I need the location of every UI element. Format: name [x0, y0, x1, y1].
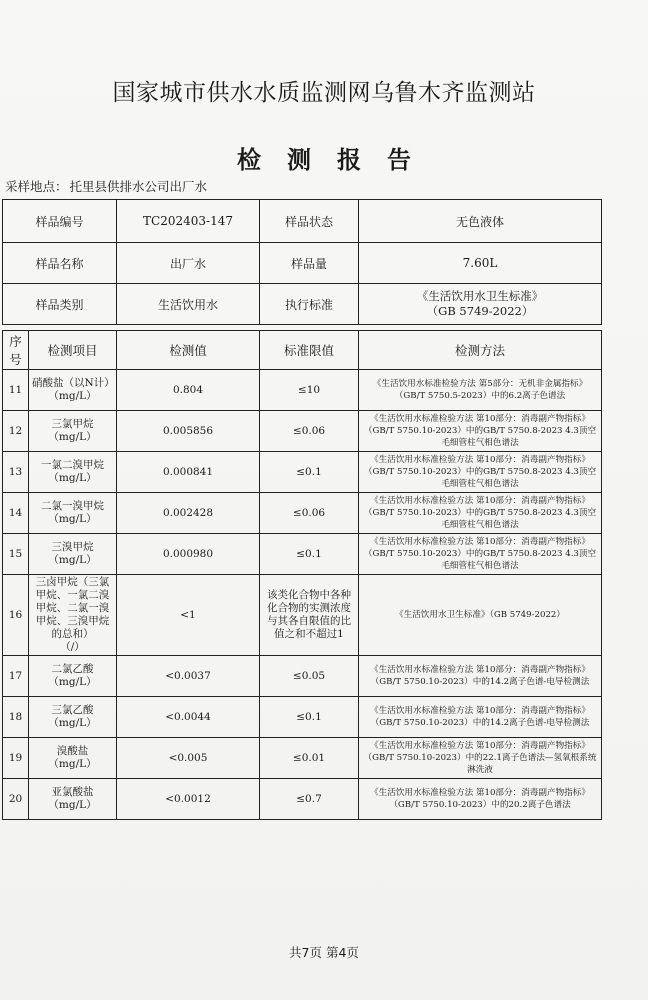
info-row: [3, 200, 602, 243]
row-value: 0.002428: [117, 493, 260, 534]
row-item: [29, 779, 117, 820]
row-limit: ≤0.06: [260, 411, 359, 452]
sample-info-table: [2, 199, 602, 325]
row-item: [29, 411, 117, 452]
item-name: 二氯一溴甲烷: [41, 500, 104, 512]
item-name: 三氯甲烷: [51, 418, 94, 430]
item-name: 亚氯酸盐: [51, 786, 94, 798]
sample-type-label: 样品类别: [3, 284, 117, 325]
item-name: 三卤甲烷（三氯甲烷、一氯二溴甲烷、二氯一溴甲烷、三溴甲烷的总和）: [35, 576, 110, 640]
standard-value: [359, 284, 602, 325]
row-method: 《生活饮用水卫生标准》（GB 5749-2022）: [359, 575, 602, 656]
row-item: [29, 493, 117, 534]
row-item: [29, 370, 117, 411]
header-value: 检测值: [117, 331, 260, 370]
standard-code: （GB 5749-2022）: [426, 304, 534, 318]
sample-no-label: 样品编号: [3, 200, 117, 243]
row-seq: 12: [3, 411, 29, 452]
page-number: 共7页 第4页: [289, 945, 359, 960]
row-limit: ≤0.01: [260, 738, 359, 779]
table-row: [3, 493, 602, 534]
row-value: 0.000841: [117, 452, 260, 493]
item-name: 三溴甲烷: [51, 541, 94, 553]
table-row: [3, 452, 602, 493]
row-method: 《生活饮用水标准检验方法 第10部分：消毒副产物指标》（GB/T 5750.10-2023）中的GB/T 5750.8-2023 4.3顶空毛细管柱气相色谱法: [359, 493, 602, 534]
row-item: [29, 697, 117, 738]
row-seq: 16: [3, 575, 29, 656]
header-method: 检测方法: [359, 331, 602, 370]
item-name: 溴酸盐: [56, 745, 89, 757]
row-limit: ≤0.7: [260, 779, 359, 820]
table-row: [3, 575, 602, 656]
sample-no-value: TC202403-147: [117, 200, 260, 243]
row-value: <0.0044: [117, 697, 260, 738]
row-seq: 13: [3, 452, 29, 493]
standard-label: 执行标准: [260, 284, 359, 325]
row-value: <1: [117, 575, 260, 656]
row-limit: ≤0.1: [260, 534, 359, 575]
row-seq: 14: [3, 493, 29, 534]
table-row: [3, 411, 602, 452]
row-value: 0.005856: [117, 411, 260, 452]
row-item: [29, 656, 117, 697]
row-limit: ≤0.06: [260, 493, 359, 534]
row-method: 《生活饮用水标准检验方法 第10部分：消毒副产物指标》（GB/T 5750.10-2023）中的GB/T 5750.8-2023 4.3顶空毛细管柱气相色谱法: [359, 452, 602, 493]
row-seq: 19: [3, 738, 29, 779]
item-unit: （mg/L）: [48, 554, 97, 566]
info-row: [3, 243, 602, 284]
row-method: 《生活饮用水标准检验方法 第10部分：消毒副产物指标》（GB/T 5750.10-2023）中的20.2离子色谱法: [359, 779, 602, 820]
row-method: 《生活饮用水标准检验方法 第10部分：消毒副产物指标》（GB/T 5750.10-2023）中的14.2离子色谱-电导检测法: [359, 656, 602, 697]
sample-state-value: 无色液体: [359, 200, 602, 243]
table-row: [3, 370, 602, 411]
item-name: 二氯乙酸: [51, 663, 94, 675]
row-seq: 15: [3, 534, 29, 575]
item-name: 硝酸盐（以N计）: [32, 377, 115, 389]
row-method: 《生活饮用水标准检验方法 第10部分：消毒副产物指标》（GB/T 5750.10-2023）中的14.2离子色谱-电导检测法: [359, 697, 602, 738]
item-name: 一氯二溴甲烷: [41, 459, 104, 471]
results-header-row: [3, 331, 602, 370]
report-title: 检测报告: [237, 145, 437, 174]
row-value: 0.804: [117, 370, 260, 411]
row-item: [29, 575, 117, 656]
sampling-label: 采样地点：: [5, 179, 68, 194]
sampling-location: [3, 177, 207, 195]
org-title: 国家城市供水水质监测网乌鲁木齐监测站: [112, 80, 536, 106]
item-name: 三氯乙酸: [51, 704, 94, 716]
sample-name-value: 出厂水: [117, 243, 260, 284]
table-row: [3, 697, 602, 738]
row-seq: 11: [3, 370, 29, 411]
sample-state-label: 样品状态: [260, 200, 359, 243]
item-unit: （mg/L）: [48, 758, 97, 770]
row-limit: 该类化合物中各种化合物的实测浓度与其各自限值的比值之和不超过1: [260, 575, 359, 656]
info-row: [3, 284, 602, 325]
header-item: 检测项目: [29, 331, 117, 370]
row-limit: ≤0.1: [260, 452, 359, 493]
row-value: 0.000980: [117, 534, 260, 575]
item-unit: （mg/L）: [48, 513, 97, 525]
header-seq: 序号: [3, 331, 29, 370]
row-method: 《生活饮用水标准检验方法 第10部分：消毒副产物指标》（GB/T 5750.10-2023）中的22.1离子色谱法—氢氧根系统淋洗液: [359, 738, 602, 779]
row-method: 《生活饮用水标准检验方法 第5部分：无机非金属指标》（GB/T 5750.5-2023）中的6.2离子色谱法: [359, 370, 602, 411]
header-limit: 标准限值: [260, 331, 359, 370]
row-seq: 18: [3, 697, 29, 738]
row-limit: ≤0.1: [260, 697, 359, 738]
item-unit: （mg/L）: [48, 431, 97, 443]
item-unit: （mg/L）: [48, 676, 97, 688]
item-unit: （mg/L）: [48, 799, 97, 811]
row-value: <0.005: [117, 738, 260, 779]
item-unit: （mg/L）: [48, 390, 97, 402]
row-item: [29, 738, 117, 779]
item-unit: （/）: [60, 641, 85, 653]
row-value: <0.0012: [117, 779, 260, 820]
item-unit: （mg/L）: [48, 472, 97, 484]
row-value: <0.0037: [117, 656, 260, 697]
table-row: [3, 738, 602, 779]
table-row: [3, 534, 602, 575]
sample-name-label: 样品名称: [3, 243, 117, 284]
standard-name: 《生活饮用水卫生标准》: [416, 289, 544, 303]
row-seq: 20: [3, 779, 29, 820]
row-item: [29, 452, 117, 493]
sample-amount-value: 7.60L: [359, 243, 602, 284]
row-limit: ≤0.05: [260, 656, 359, 697]
item-unit: （mg/L）: [48, 717, 97, 729]
row-limit: ≤10: [260, 370, 359, 411]
row-seq: 17: [3, 656, 29, 697]
table-row: [3, 779, 602, 820]
table-row: [3, 656, 602, 697]
sample-type-value: 生活饮用水: [117, 284, 260, 325]
row-item: [29, 534, 117, 575]
row-method: 《生活饮用水标准检验方法 第10部分：消毒副产物指标》（GB/T 5750.10-2023）中的GB/T 5750.8-2023 4.3顶空毛细管柱气相色谱法: [359, 411, 602, 452]
sample-amount-label: 样品量: [260, 243, 359, 284]
sampling-value: 托里县供排水公司出厂水: [69, 179, 208, 194]
row-method: 《生活饮用水标准检验方法 第10部分：消毒副产物指标》（GB/T 5750.10-2023）中的GB/T 5750.8-2023 4.3顶空毛细管柱气相色谱法: [359, 534, 602, 575]
results-table: [2, 330, 602, 820]
